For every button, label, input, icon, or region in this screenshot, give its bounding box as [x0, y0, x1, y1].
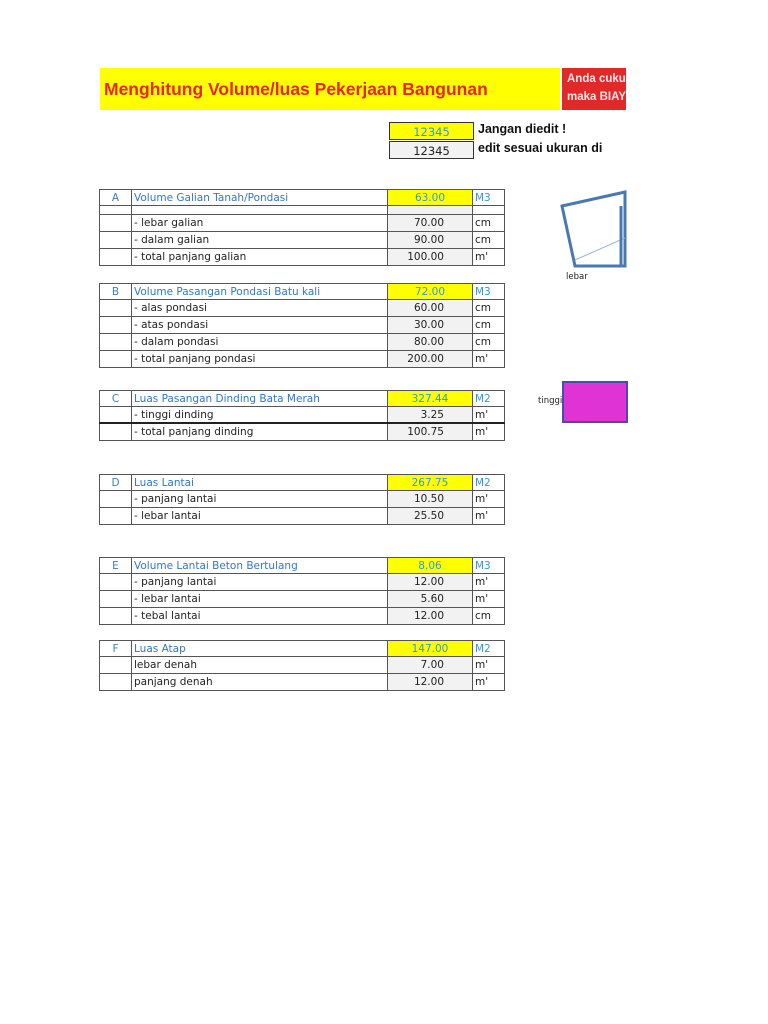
table-row	[99, 674, 505, 691]
section-c-header	[99, 390, 505, 407]
section-f-header	[99, 640, 505, 657]
excavation-guide-line	[575, 238, 625, 260]
row-label: - lebar galian	[132, 215, 388, 231]
row-unit: cm	[473, 215, 505, 231]
section-total: 8.06	[388, 558, 473, 573]
row-unit: cm	[473, 300, 505, 316]
legend-text-locked: Jangan diedit !	[478, 122, 567, 136]
row-label: - dalam pondasi	[132, 334, 388, 350]
excavation-shape	[562, 192, 625, 266]
row-label: lebar denah	[132, 657, 388, 673]
row-label: - dalam galian	[132, 232, 388, 248]
wall-diagram	[562, 381, 628, 423]
table-row	[99, 232, 505, 249]
row-label: - panjang lantai	[132, 574, 388, 590]
section-total: 267.75	[388, 475, 473, 490]
row-label: - tebal lantai	[132, 608, 388, 624]
title-banner	[100, 68, 560, 110]
row-label: - tinggi dinding	[132, 407, 388, 422]
section-unit: M2	[473, 391, 505, 406]
row-unit: m'	[473, 249, 505, 265]
lebar-label: lebar	[566, 272, 588, 282]
row-unit: m'	[473, 508, 505, 524]
row-unit: m'	[473, 574, 505, 590]
table-row	[99, 334, 505, 351]
section-b-table	[99, 283, 505, 368]
page-title: Menghitung Volume/luas Pekerjaan Bangunan	[104, 78, 488, 99]
row-unit: cm	[473, 232, 505, 248]
section-f-table	[99, 640, 505, 691]
row-label: - total panjang galian	[132, 249, 388, 265]
table-row	[99, 608, 505, 625]
section-unit: M3	[473, 190, 505, 205]
section-unit: M2	[473, 641, 505, 656]
row-label: - panjang lantai	[132, 491, 388, 507]
section-unit: M3	[473, 284, 505, 299]
row-value-input[interactable]: 100.75	[388, 424, 473, 440]
row-label: - total panjang dinding	[132, 424, 388, 440]
section-d-table	[99, 474, 505, 525]
note-line-2: maka BIAY	[567, 91, 626, 103]
tinggi-label: tinggi	[538, 396, 563, 406]
section-letter: F	[99, 641, 132, 656]
section-unit: M2	[473, 475, 505, 490]
row-value-input[interactable]: 100.00	[388, 249, 473, 265]
row-unit: m'	[473, 351, 505, 367]
section-d-header	[99, 474, 505, 491]
row-unit: cm	[473, 334, 505, 350]
row-value-input[interactable]: 12.00	[388, 608, 473, 624]
note-box	[562, 68, 626, 110]
row-label: panjang denah	[132, 674, 388, 690]
section-title: Luas Lantai	[132, 475, 388, 490]
row-value-input[interactable]: 80.00	[388, 334, 473, 350]
section-letter: B	[99, 284, 132, 299]
row-unit: m'	[473, 674, 505, 690]
row-value-input[interactable]: 25.50	[388, 508, 473, 524]
section-title: Volume Galian Tanah/Pondasi	[132, 190, 388, 205]
section-a-header	[99, 189, 505, 206]
legend-text-editable: edit sesuai ukuran di	[478, 141, 603, 155]
row-label: - lebar lantai	[132, 508, 388, 524]
table-row	[99, 657, 505, 674]
table-row	[99, 424, 505, 441]
row-value-input[interactable]: 60.00	[388, 300, 473, 316]
legend-cell-editable: 12345	[389, 141, 474, 159]
row-value-input[interactable]: 200.00	[388, 351, 473, 367]
section-a-table	[99, 189, 505, 266]
row-value-input[interactable]: 12.00	[388, 674, 473, 690]
row-value-input[interactable]: 5.60	[388, 591, 473, 607]
legend-cell-locked: 12345	[389, 122, 474, 140]
section-total: 63.00	[388, 190, 473, 205]
section-letter: D	[99, 475, 132, 490]
row-unit: m'	[473, 407, 505, 422]
section-total: 327.44	[388, 391, 473, 406]
table-row	[99, 591, 505, 608]
row-value-input[interactable]: 90.00	[388, 232, 473, 248]
row-label: - lebar lantai	[132, 591, 388, 607]
section-title: Luas Atap	[132, 641, 388, 656]
table-row	[99, 574, 505, 591]
row-label: - alas pondasi	[132, 300, 388, 316]
row-unit: m'	[473, 424, 505, 440]
row-value-input[interactable]: 70.00	[388, 215, 473, 231]
section-title: Luas Pasangan Dinding Bata Merah	[132, 391, 388, 406]
section-e-table	[99, 557, 505, 625]
row-value-input[interactable]: 7.00	[388, 657, 473, 673]
row-unit: cm	[473, 317, 505, 333]
table-row	[99, 491, 505, 508]
section-title: Volume Lantai Beton Bertulang	[132, 558, 388, 573]
row-value-input[interactable]: 30.00	[388, 317, 473, 333]
section-unit: M3	[473, 558, 505, 573]
row-value-input[interactable]: 10.50	[388, 491, 473, 507]
note-line-1: Anda cuku	[567, 73, 626, 85]
section-b-header	[99, 283, 505, 300]
row-value-input[interactable]: 12.00	[388, 574, 473, 590]
section-total: 72.00	[388, 284, 473, 299]
table-row	[99, 351, 505, 368]
excavation-diagram	[555, 188, 630, 268]
table-row	[99, 300, 505, 317]
row-unit: m'	[473, 591, 505, 607]
section-letter: E	[99, 558, 132, 573]
section-total: 147.00	[388, 641, 473, 656]
table-row	[99, 317, 505, 334]
row-unit: m'	[473, 491, 505, 507]
section-c-table	[99, 390, 505, 441]
row-unit: cm	[473, 608, 505, 624]
row-label: - atas pondasi	[132, 317, 388, 333]
spacer-row	[99, 206, 505, 215]
section-e-header	[99, 557, 505, 574]
section-letter: A	[99, 190, 132, 205]
row-value-input[interactable]: 3.25	[388, 407, 473, 422]
table-row	[99, 508, 505, 525]
table-row	[99, 249, 505, 266]
row-unit: m'	[473, 657, 505, 673]
table-row	[99, 215, 505, 232]
section-letter: C	[99, 391, 132, 406]
table-row	[99, 407, 505, 424]
row-label: - total panjang pondasi	[132, 351, 388, 367]
section-title: Volume Pasangan Pondasi Batu kali	[132, 284, 388, 299]
